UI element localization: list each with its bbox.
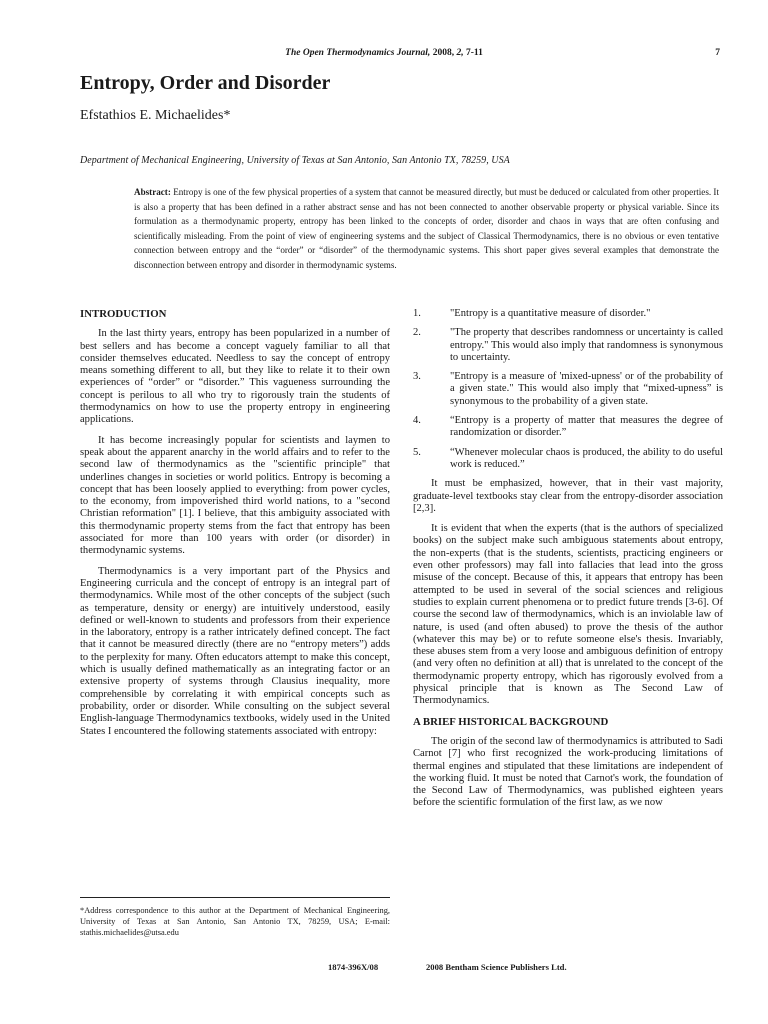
list-number: 5. bbox=[413, 446, 421, 458]
abstract bbox=[134, 185, 719, 272]
list-item bbox=[413, 447, 723, 472]
history-paragraph: The origin of the second law of thermodynamics is attributed to Sadi Carnot [7] who first recognized the work-producing limitations of thermal engines and stipulated that these limitations are independent of the working fluid. It must be noted that Carnot's work, the foundation of the Second Law of Thermodynamics, was published eighteen years before the scientific formulation of the first law, as we now bbox=[413, 735, 723, 809]
running-header bbox=[0, 48, 768, 58]
list-item bbox=[413, 308, 723, 320]
list-item bbox=[413, 371, 723, 408]
publisher: 2008 Bentham Science Publishers Ltd. bbox=[426, 962, 567, 972]
author-name: Efstathios E. Michaelides* bbox=[80, 108, 231, 123]
list-item bbox=[413, 415, 723, 440]
left-column bbox=[80, 308, 390, 738]
journal-name: The Open Thermodynamics Journal, bbox=[285, 48, 431, 58]
abstract-text: Entropy is one of the few physical properties of a system that cannot be measured directly, but must be deduced or calculated from other properties. It is also a property that has been defined in a rather abstract sense and has not been connected to another observable property or physical variable. Since its formulation as a thermodynamic property, entropy has been linked to the concepts of order, disorder and chaos in ways that are often confusing and scientifically misleading. From the point of view of engineering systems and the subject of Classical Thermodynamics, there is no obvious or even tentative connection between entropy and the “order” or “disorder” of the thermodynamic systems. This short paper gives several examples that demonstrate the disconnection between entropy and disorder in thermodynamic systems. bbox=[134, 187, 719, 270]
list-text: "The property that describes randomness or uncertainty is called entropy." This would also imply that randomness is synonymous to uncertainty. bbox=[450, 327, 723, 363]
journal-volume: 2, bbox=[456, 48, 464, 58]
list-number: 2. bbox=[413, 327, 421, 339]
right-column bbox=[413, 308, 723, 810]
issn: 1874-396X/08 bbox=[328, 962, 379, 972]
intro-paragraph-2: It has become increasingly popular for scientists and laymen to speak about the apparent anarchy in the world affairs and to refer to the second law of thermodynamics as the "scientific principle" that underlines changes in societies or world politics. Entropy is becoming a concept that has been loosely applied to everything: from power cycles, to the economy, from impoverished third world nations, to a "second Christian reformation" [1]. I believe, that this ambiguity associated with this thermodynamic property stems from the fact that entropy has been associated for more than 100 years with order (or disorder) in thermodynamic systems. bbox=[80, 434, 390, 557]
body-paragraph: It is evident that when the experts (that is the authors of specialized books) on the subject make such ambiguous statements about entropy, the non-experts (that is the students, scientists, practicing engineers or even other professors) may fall into fallacies that lead into the gross misuse of the concept. Because of this, it appears that entropy has been attempted to be used in several of the social sciences and religious studies to explain current phenomena or to predict future trends [3-6]. Of course the second law of thermodynamics, which is an inviolable law of nature, is used (and often abused) to prove the thesis of the author (whatever this may be) or to refute someone else's thesis. Invariably, these abuses stem from a very loose and ambiguous definition of entropy (and very often no definition at all) that is unrelated to the concept of the thermodynamic property entropy, which has rigorously evolved from a physical principle that is known as The Second Law of Thermodynamics. bbox=[413, 523, 723, 707]
affiliation: Department of Mechanical Engineering, University of Texas at San Antonio, San Antonio TX, 78259, USA bbox=[80, 155, 510, 166]
list-text: "Entropy is a measure of 'mixed-upness' or of the probability of a given state." This would also imply that “mixed-upness” is synonymous to the probability of a given state. bbox=[450, 371, 723, 407]
entropy-statements-list bbox=[413, 308, 723, 471]
intro-paragraph-3: Thermodynamics is a very important part of the Physics and Engineering curricula and the concept of entropy is an integral part of thermodynamics. While most of the other concepts of the subject (such as temperature, density or energy) are intuitively understood, easily defined or well-known to students and professors from their experience in the laboratory, entropy is a rather intricately defined concept. The fact that it cannot be measured directly (there are no “entropy meters”) adds to the perplexity for many. Often educators attempt to make this concept, which is usually defined mathematically as an integrating factor or an extensive property of systems through Clausius inequality, more comprehensible by correlating it with empirical concepts such as probability, order or disorder. While consulting on the subject several English-language Thermodynamics textbooks, widely used in the United States I encountered the following statements associated with entropy: bbox=[80, 565, 390, 737]
list-text: “Entropy is a property of matter that measures the degree of randomization or disorder.” bbox=[450, 415, 723, 439]
footnote-divider bbox=[80, 897, 390, 898]
page-number: 7 bbox=[715, 48, 720, 58]
journal-pages: 7-11 bbox=[465, 48, 483, 58]
journal-year: 2008, bbox=[432, 48, 455, 58]
paper-title: Entropy, Order and Disorder bbox=[80, 72, 331, 94]
intro-paragraph-1: In the last thirty years, entropy has been popularized in a number of best sellers and has become a concept vaguely familiar to all that consider themselves educated. Needless to say the concept of entropy means something different to all, but they like to relate it to their own experiences of “order” or “disorder.” This vagueness surrounding the concept is perilous to all who try to rigorously train the students of thermodynamics on how to use the property entropy in engineering applications. bbox=[80, 328, 390, 426]
correspondence-footnote: *Address correspondence to this author at the Department of Mechanical Engineering, University of Texas at San Antonio, San Antonio TX, 78259, USA; E-mail: stathis.michaelides@utsa.edu bbox=[80, 906, 390, 937]
history-heading: A BRIEF HISTORICAL BACKGROUND bbox=[413, 715, 609, 728]
list-item bbox=[413, 327, 723, 364]
list-text: "Entropy is a quantitative measure of disorder." bbox=[450, 308, 651, 319]
body-paragraph: It must be emphasized, however, that in their vast majority, graduate-level textbooks stay clear from the entropy-disorder association [2,3]. bbox=[413, 478, 723, 514]
list-number: 1. bbox=[413, 308, 421, 319]
list-number: 4. bbox=[413, 415, 421, 427]
list-number: 3. bbox=[413, 371, 421, 383]
abstract-label: Abstract: bbox=[134, 187, 171, 197]
list-text: “Whenever molecular chaos is produced, the ability to do useful work is reduced.” bbox=[450, 446, 723, 470]
introduction-heading: INTRODUCTION bbox=[80, 308, 167, 320]
